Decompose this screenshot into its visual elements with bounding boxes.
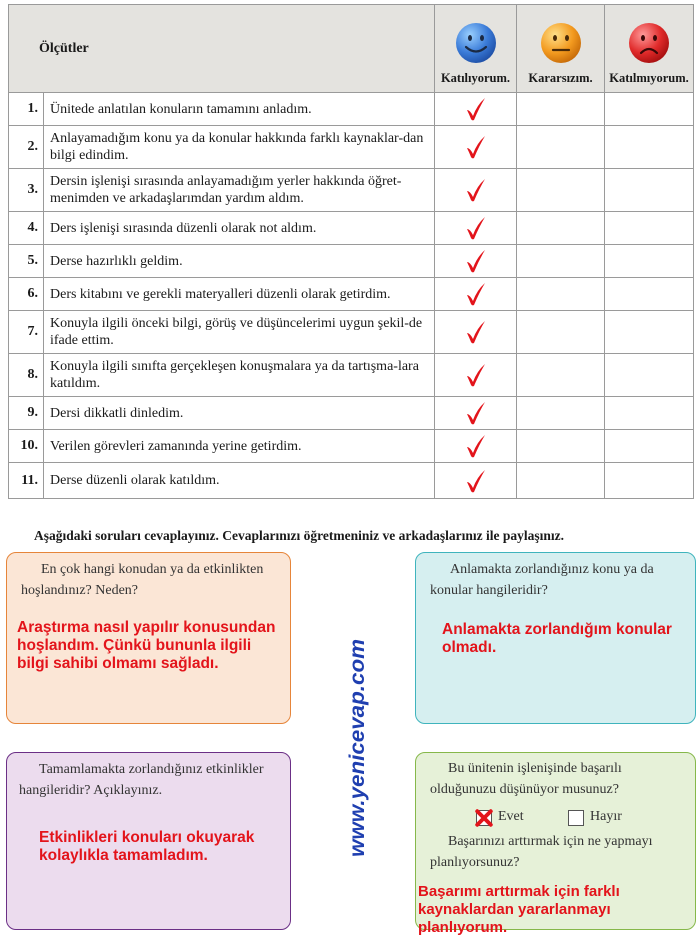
checkmark-icon xyxy=(464,248,488,274)
yes-label: Evet xyxy=(498,809,524,824)
criterion-text: Derse düzenli olarak katıldım. xyxy=(43,463,434,498)
agree-cell[interactable] xyxy=(434,278,516,310)
question-box-favorite-topic xyxy=(6,552,291,724)
disagree-cell[interactable] xyxy=(604,397,693,429)
row-number: 10. xyxy=(20,438,38,453)
undecided-cell[interactable] xyxy=(516,212,604,244)
undecided-cell[interactable] xyxy=(516,245,604,277)
disagree-cell[interactable] xyxy=(604,212,693,244)
criterion-text: Anlayamadığım konu ya da konular hakkında farklı kaynaklar-dan bilgi edindim. xyxy=(43,126,434,168)
agree-cell[interactable] xyxy=(434,245,516,277)
agree-cell[interactable] xyxy=(434,430,516,462)
row-number: 2. xyxy=(27,139,38,154)
table-row xyxy=(9,463,693,498)
cross-mark-icon xyxy=(475,809,493,827)
table-row xyxy=(9,354,693,397)
criterion-text: Ünitede anlatılan konuların tamamını anladım. xyxy=(43,93,434,125)
criterion-text: Derse hazırlıklı geldim. xyxy=(43,245,434,277)
disagree-cell[interactable] xyxy=(604,169,693,211)
agree-label: Katılıyorum. xyxy=(440,71,511,85)
disagree-cell[interactable] xyxy=(604,93,693,125)
row-number: 5. xyxy=(27,253,38,268)
sad-face-icon xyxy=(627,21,671,65)
criterion-text: Ders kitabını ve gerekli materyalleri düzenli olarak getirdim. xyxy=(43,278,434,310)
watermark xyxy=(342,635,372,860)
agree-cell[interactable] xyxy=(434,463,516,498)
question-box-difficult-topics xyxy=(415,552,696,724)
agree-cell[interactable] xyxy=(434,354,516,396)
undecided-cell[interactable] xyxy=(516,463,604,498)
table-row xyxy=(9,430,693,463)
checkmark-icon xyxy=(464,215,488,241)
row-number: 4. xyxy=(27,220,38,235)
undecided-cell[interactable] xyxy=(516,311,604,353)
answer-text: Başarımı arttırmak için farklı kaynaklardan yararlanmayı planlıyorum. xyxy=(418,883,620,936)
checkmark-icon xyxy=(464,96,488,122)
question-box-success xyxy=(415,752,696,936)
question-text: En çok hangi konudan ya da etkinlikten hoşlandınız? Neden? xyxy=(21,562,264,598)
checkmark-icon xyxy=(464,362,488,388)
question-text: Anlamakta zorlandığınız konu ya da konular hangileridir? xyxy=(430,562,654,598)
answer-text: Anlamakta zorlandığım konular olmadı. xyxy=(442,621,672,656)
undecided-cell[interactable] xyxy=(516,126,604,168)
disagree-cell[interactable] xyxy=(604,245,693,277)
table-row xyxy=(9,169,693,212)
agree-cell[interactable] xyxy=(434,311,516,353)
agree-cell[interactable] xyxy=(434,397,516,429)
table-row xyxy=(9,278,693,311)
criterion-text: Dersi dikkatli dinledim. xyxy=(43,397,434,429)
row-number: 3. xyxy=(27,182,38,197)
disagree-cell[interactable] xyxy=(604,463,693,498)
table-body xyxy=(9,93,693,498)
question-text: Bu ünitenin işlenişinde başarılı olduğunuzu düşünüyor musunuz? xyxy=(430,761,622,797)
agree-cell[interactable] xyxy=(434,126,516,168)
table-row xyxy=(9,93,693,126)
disagree-cell[interactable] xyxy=(604,311,693,353)
undecided-cell[interactable] xyxy=(516,169,604,211)
column-agree xyxy=(434,5,516,92)
column-disagree xyxy=(604,5,693,92)
criterion-text: Konuyla ilgili önceki bilgi, görüş ve düşüncelerimi uygun şekil-de ifade ettim. xyxy=(43,311,434,353)
row-number: 8. xyxy=(27,367,38,382)
watermark-text: www.yenicevap.com xyxy=(346,652,369,857)
checkmark-icon xyxy=(464,134,488,160)
undecided-cell[interactable] xyxy=(516,93,604,125)
undecided-cell[interactable] xyxy=(516,354,604,396)
table-row xyxy=(9,245,693,278)
disagree-cell[interactable] xyxy=(604,278,693,310)
row-number: 7. xyxy=(27,324,38,339)
checkmark-icon xyxy=(464,433,488,459)
disagree-cell[interactable] xyxy=(604,126,693,168)
table-row xyxy=(9,397,693,430)
disagree-cell[interactable] xyxy=(604,354,693,396)
row-number: 6. xyxy=(27,286,38,301)
happy-face-icon xyxy=(454,21,498,65)
criteria-header: Ölçütler xyxy=(39,41,89,56)
disagree-cell[interactable] xyxy=(604,430,693,462)
criterion-text: Dersin işlenişi sırasında anlayamadığım yerler hakkında öğret-menimden ve arkadaşlarımdan yardım aldım. xyxy=(43,169,434,211)
answer-text: Araştırma nasıl yapılır konusundan hoşlandım. Çünkü bununla ilgili bilgi sahibi olmamı sağladı. xyxy=(17,619,276,672)
checkmark-icon xyxy=(464,468,488,494)
undecided-label: Kararsızım. xyxy=(528,71,593,85)
yes-checkbox[interactable] xyxy=(476,810,492,826)
question-text-2: Başarınızı arttırmak için ne yapmayı planlıyorsunuz? xyxy=(430,834,653,870)
question-text: Tamamlamakta zorlandığınız etkinlikler hangileridir? Açıklayınız. xyxy=(19,762,264,798)
agree-cell[interactable] xyxy=(434,93,516,125)
question-box-difficult-activities xyxy=(6,752,291,930)
agree-cell[interactable] xyxy=(434,169,516,211)
undecided-cell[interactable] xyxy=(516,278,604,310)
instruction-text: Aşağıdaki soruları cevaplayınız. Cevaplarınızı öğretmeniniz ve arkadaşlarınız ile paylaşınız. xyxy=(34,528,564,543)
neutral-face-icon xyxy=(539,21,583,65)
criterion-text: Konuyla ilgili sınıfta gerçekleşen konuşmalara ya da tartışma-lara katıldım. xyxy=(43,354,434,396)
agree-cell[interactable] xyxy=(434,212,516,244)
criterion-text: Verilen görevleri zamanında yerine getirdim. xyxy=(43,430,434,462)
checkmark-icon xyxy=(464,281,488,307)
undecided-cell[interactable] xyxy=(516,430,604,462)
answer-text: Etkinlikleri konuları okuyarak kolaylıkla tamamladım. xyxy=(39,829,255,864)
checkmark-icon xyxy=(464,319,488,345)
column-undecided xyxy=(516,5,604,92)
row-number: 11. xyxy=(21,472,38,488)
table-header xyxy=(9,5,693,93)
table-row xyxy=(9,212,693,245)
no-label: Hayır xyxy=(590,809,622,824)
checkmark-icon xyxy=(464,400,488,426)
disagree-label: Katılmıyorum. xyxy=(609,71,689,85)
self-assessment-table xyxy=(8,4,694,499)
criterion-text: Ders işlenişi sırasında düzenli olarak not aldım. xyxy=(43,212,434,244)
row-number: 9. xyxy=(27,405,38,420)
row-number: 1. xyxy=(27,101,38,116)
table-row xyxy=(9,126,693,169)
table-row xyxy=(9,311,693,354)
checkmark-icon xyxy=(464,177,488,203)
undecided-cell[interactable] xyxy=(516,397,604,429)
no-checkbox[interactable] xyxy=(568,810,584,826)
